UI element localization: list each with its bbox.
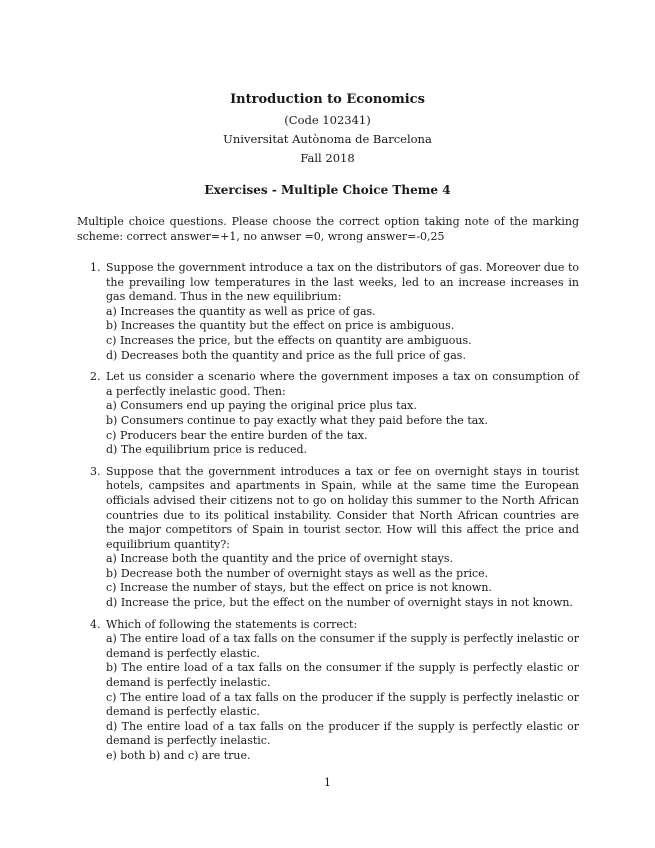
question-text: Suppose that the government introduces a tax or fee on overnight stays in tourist hotels, campsites and apartments in Spain, while at the same time the European officials advised their citizens not to go on holiday this summer to the North African countries due to its political instability. Consider that North African countries are the major competitors of Spain in tourist sector. How will this affect the price and equilibrium quantity?:: [106, 464, 579, 551]
question-3: [77, 465, 579, 611]
option-e: e) both b) and c) are true.: [106, 749, 251, 762]
option-b: b) Consumers continue to pay exactly what they paid before the tax.: [106, 413, 488, 427]
exercise-title: Exercises - Multiple Choice Theme 4: [204, 183, 451, 197]
instructions: Multiple choice questions. Please choose the correct option taking note of the marking scheme: correct answer=+1, no anwser =0, wrong answer=-0,25: [77, 215, 579, 243]
option-c: c) The entire load of a tax falls on the producer if the supply is perfectly inelastic or demand is perfectly elastic.: [106, 690, 579, 719]
option-d: d) The equilibrium price is reduced.: [106, 443, 308, 457]
question-1: [77, 261, 579, 363]
university-name: Universitat Autònoma de Barcelona: [223, 132, 432, 146]
question-list: [77, 261, 579, 771]
option-d: d) Decreases both the quantity and price as the full price of gas.: [106, 348, 466, 362]
question-text: Suppose the government introduce a tax on the distributors of gas. Moreover due to the prevailing low temperatures in the last weeks, led to an increase increases in gas demand. Thus in the new equilibrium:: [106, 261, 579, 304]
option-b: b) Increases the quantity but the effect on price is ambiguous.: [106, 319, 455, 333]
option-d: d) Increase the price, but the effect on the number of overnight stays in not known.: [106, 596, 573, 610]
option-c: c) Increase the number of stays, but the effect on price is not known.: [106, 581, 492, 595]
option-a: a) Increases the quantity as well as price of gas.: [106, 304, 376, 318]
question-4: [77, 618, 579, 764]
term: Fall 2018: [300, 151, 355, 165]
option-a: a) The entire load of a tax falls on the consumer if the supply is perfectly inelastic or demand is perfectly elastic.: [106, 632, 579, 660]
option-a: a) Consumers end up paying the original price plus tax.: [106, 399, 417, 413]
option-c: c) Increases the price, but the effects on quantity are ambiguous.: [106, 333, 472, 347]
question-number: 4.: [90, 617, 101, 631]
question-number: 3.: [90, 464, 101, 478]
page-number: 1: [324, 776, 331, 789]
option-b: b) Decrease both the number of overnight stays as well as the price.: [106, 566, 489, 580]
option-a: a) Increase both the quantity and the price of overnight stays.: [106, 552, 454, 566]
question-text: Let us consider a scenario where the government imposes a tax on consumption of a perfectly inelastic good. Then:: [106, 370, 579, 398]
course-title: Introduction to Economics: [230, 92, 425, 107]
course-code: (Code 102341): [284, 113, 371, 127]
option-b: b) The entire load of a tax falls on the consumer if the supply is perfectly elastic or demand is perfectly inelastic.: [106, 661, 579, 690]
question-2: [77, 370, 579, 458]
question-number: 2.: [90, 370, 101, 384]
option-c: c) Producers bear the entire burden of the tax.: [106, 428, 368, 442]
question-number: 1.: [90, 261, 101, 274]
question-text: Which of following the statements is correct:: [106, 617, 358, 631]
option-d: d) The entire load of a tax falls on the producer if the supply is perfectly elastic or demand is perfectly inelastic.: [106, 719, 579, 748]
